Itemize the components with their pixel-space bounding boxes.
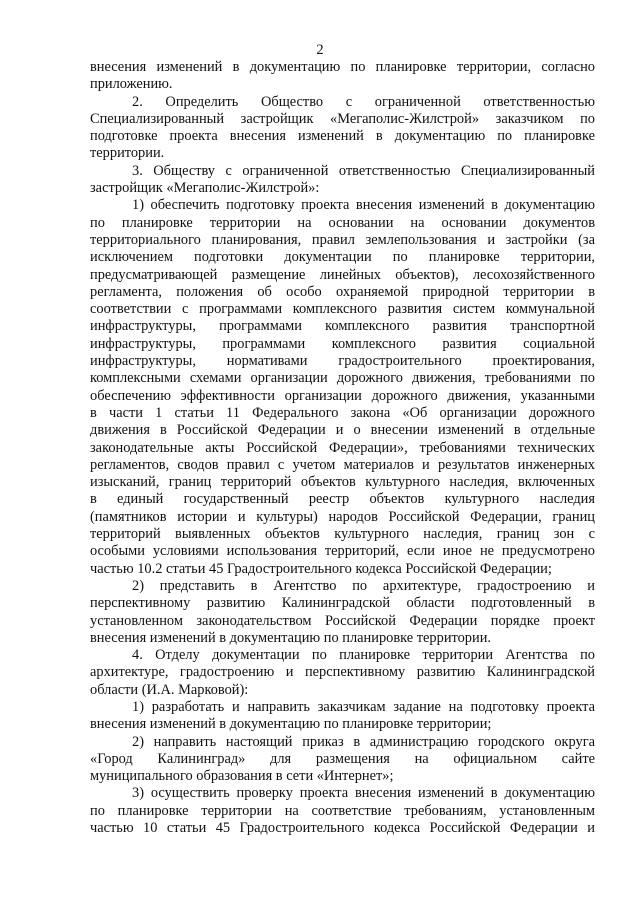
text-line: инфраструктуры, программами комплексного развития социальной xyxy=(90,335,595,352)
text-line: 1) разработать и направить заказчикам задание на подготовку проекта xyxy=(132,698,595,715)
text-line: в части 1 статьи 11 Федерального закона «Об организации дорожного xyxy=(90,404,595,421)
text-line: территорий выявленных объектов культурного наследия, границ зон с xyxy=(90,526,595,543)
text-line: (памятников истории и культуры) народов Российской Федерации, границ xyxy=(90,508,595,525)
text-line: соответствии с программами комплексного развития систем коммунальной xyxy=(90,301,595,318)
text-line: по планировке территории на основании на основании документов xyxy=(90,214,595,231)
text-line: внесения изменений в документацию по планировке территории. xyxy=(90,629,492,646)
text-line: 3) осуществить проверку проекта внесения изменений в документацию xyxy=(132,785,595,802)
text-line: 2. Определить Общество с ограниченной ответственностью xyxy=(132,93,595,110)
text-line: перспективному развитию Калининградской области подготовленный в xyxy=(90,595,595,612)
text-line: установленном законодательством Российской Федерации порядке проект xyxy=(90,612,595,629)
text-line: обеспечению эффективности организации дорожного движения, указанными xyxy=(90,387,595,404)
text-line: изысканий, границ территорий объектов культурного наследия, включенных xyxy=(90,474,595,491)
text-line: 2) направить настоящий приказ в администрацию городского округа xyxy=(132,733,595,750)
text-line: предусматривающей размещение линейных объектов), лесохозяйственного xyxy=(90,266,595,283)
text-line: внесения изменений в документацию по планировке территории, согласно xyxy=(90,59,595,75)
text-line: муниципального образования в сети «Интернет»; xyxy=(90,768,394,785)
text-line: 2) представить в Агентство по архитектуре, градостроению и xyxy=(132,577,595,594)
text-line: частью 10.2 статьи 45 Градостроительного кодекса Российской Федерации; xyxy=(90,560,552,577)
document-body xyxy=(90,59,595,837)
text-line: регламентов, сводов правил с учетом материалов и результатов инженерных xyxy=(90,456,595,473)
text-line: 1) обеспечить подготовку проекта внесения изменений в документацию xyxy=(132,197,595,214)
text-line: «Город Калининград» для размещения на официальном сайте xyxy=(90,750,595,767)
text-line: инфраструктуры, нормативами градостроительного проектирования, xyxy=(90,353,595,370)
text-line: движения в Российской Федерации и о внесении изменений в отдельные xyxy=(90,422,595,439)
page-number: 2 xyxy=(316,42,324,58)
text-line: подготовке проекта внесения изменений в документацию по планировке xyxy=(90,128,595,145)
text-line: инфраструктуры, программами комплексного развития транспортной xyxy=(90,318,595,335)
text-line: регламента, положения об особо охраняемой природной территории в xyxy=(90,283,595,300)
text-line: Специализированный застройщик «Мегаполис-Жилстрой» заказчиком по xyxy=(90,110,595,127)
text-line: застройщик «Мегаполис-Жилстрой»: xyxy=(90,180,320,197)
text-line: комплексными схемами организации дорожного движения, требованиями по xyxy=(90,370,595,387)
text-line: частью 10 статьи 45 Градостроительного кодекса Российской Федерации и xyxy=(90,820,595,837)
text-line: законодательные акты Российской Федерации», требованиями технических xyxy=(90,439,595,456)
text-line: в единый государственный реестр объектов культурного наследия xyxy=(90,491,595,508)
text-line: 3. Обществу с ограниченной ответственностью Специализированный xyxy=(132,162,595,179)
text-line: 4. Отделу документации по планировке территории Агентства по xyxy=(132,647,595,664)
text-line: территории. xyxy=(90,145,165,162)
text-line: исключением подготовки документации по планировке территории, xyxy=(90,249,595,266)
text-line: внесения изменений в документацию по планировке территории; xyxy=(90,716,492,733)
text-line: области (И.А. Марковой): xyxy=(90,681,249,698)
text-line: особыми условиями использования территорий, если иное не предусмотрено xyxy=(90,543,595,560)
text-line: территориального планирования, правил землепользования и застройки (за xyxy=(90,231,595,248)
text-line: по планировке территории на соответствие требованиям, установленным xyxy=(90,802,595,819)
text-line: архитектуре, градостроению и перспективному развитию Калининградской xyxy=(90,664,595,681)
text-line: приложению. xyxy=(90,76,173,93)
